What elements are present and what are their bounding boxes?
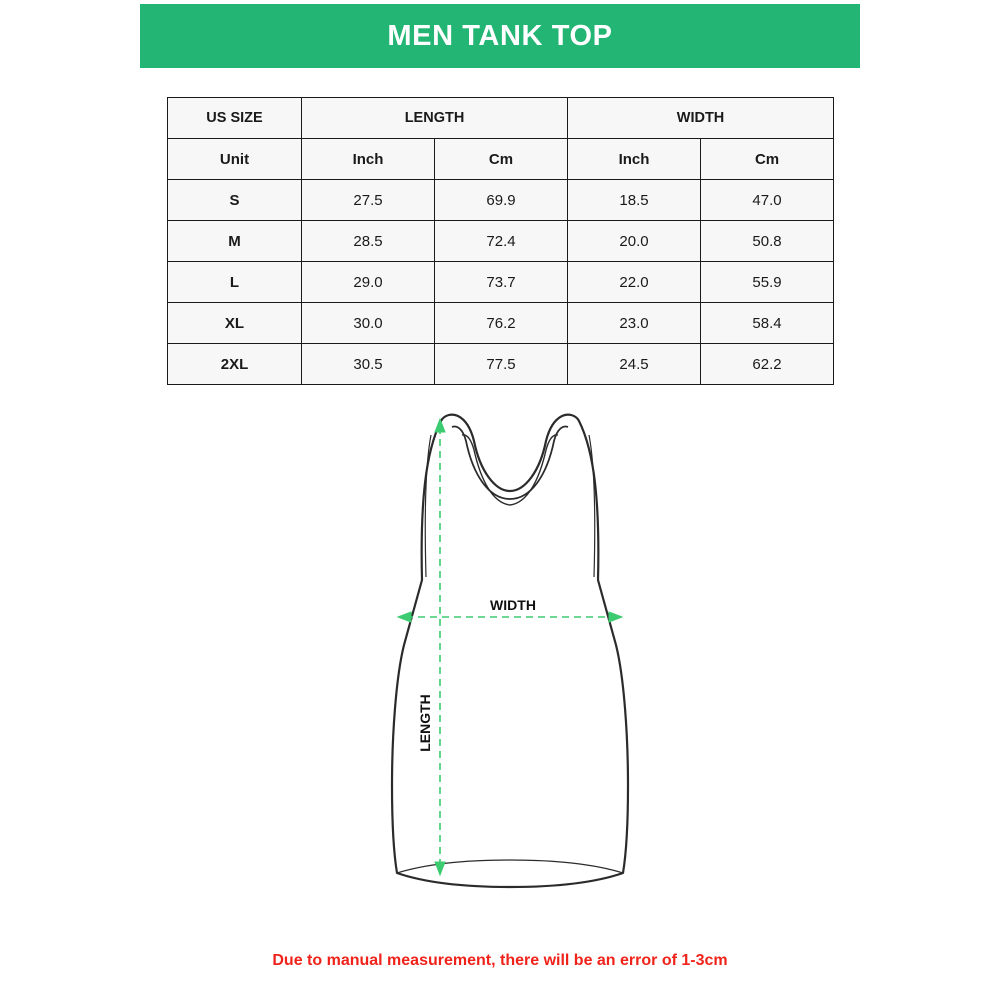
header-us-size: US SIZE <box>168 98 302 139</box>
row-length-inch: 27.5 <box>302 180 435 221</box>
size-chart-table-container <box>167 97 833 385</box>
row-size: M <box>168 221 302 262</box>
unit-width-cm: Cm <box>701 139 834 180</box>
row-width-inch: 24.5 <box>568 344 701 385</box>
unit-width-inch: Inch <box>568 139 701 180</box>
unit-length-cm: Cm <box>435 139 568 180</box>
row-width-inch: 20.0 <box>568 221 701 262</box>
row-size: S <box>168 180 302 221</box>
row-length-inch: 30.5 <box>302 344 435 385</box>
row-length-cm: 73.7 <box>435 262 568 303</box>
row-length-inch: 28.5 <box>302 221 435 262</box>
length-label: LENGTH <box>417 694 433 752</box>
row-length-inch: 30.0 <box>302 303 435 344</box>
table-unit-row <box>168 139 834 180</box>
tank-top-illustration <box>340 405 680 915</box>
row-size: L <box>168 262 302 303</box>
row-size: 2XL <box>168 344 302 385</box>
size-chart-table <box>167 97 834 385</box>
row-width-inch: 22.0 <box>568 262 701 303</box>
header-length: LENGTH <box>302 98 568 139</box>
row-width-cm: 47.0 <box>701 180 834 221</box>
row-width-cm: 62.2 <box>701 344 834 385</box>
row-width-inch: 23.0 <box>568 303 701 344</box>
table-row <box>168 262 834 303</box>
row-width-cm: 50.8 <box>701 221 834 262</box>
table-header-row <box>168 98 834 139</box>
header-banner <box>140 4 860 68</box>
tank-top-outline-icon <box>392 415 628 887</box>
table-row <box>168 221 834 262</box>
row-width-inch: 18.5 <box>568 180 701 221</box>
row-length-cm: 77.5 <box>435 344 568 385</box>
header-width: WIDTH <box>568 98 834 139</box>
table-row <box>168 303 834 344</box>
row-size: XL <box>168 303 302 344</box>
unit-length-inch: Inch <box>302 139 435 180</box>
width-label: WIDTH <box>490 597 536 613</box>
table-row <box>168 344 834 385</box>
measurement-disclaimer: Due to manual measurement, there will be an error of 1-3cm <box>272 952 728 969</box>
row-length-cm: 76.2 <box>435 303 568 344</box>
row-width-cm: 58.4 <box>701 303 834 344</box>
unit-label: Unit <box>168 139 302 180</box>
row-length-cm: 69.9 <box>435 180 568 221</box>
table-row <box>168 180 834 221</box>
page-title: MEN TANK TOP <box>387 19 613 52</box>
row-width-cm: 55.9 <box>701 262 834 303</box>
row-length-inch: 29.0 <box>302 262 435 303</box>
row-length-cm: 72.4 <box>435 221 568 262</box>
